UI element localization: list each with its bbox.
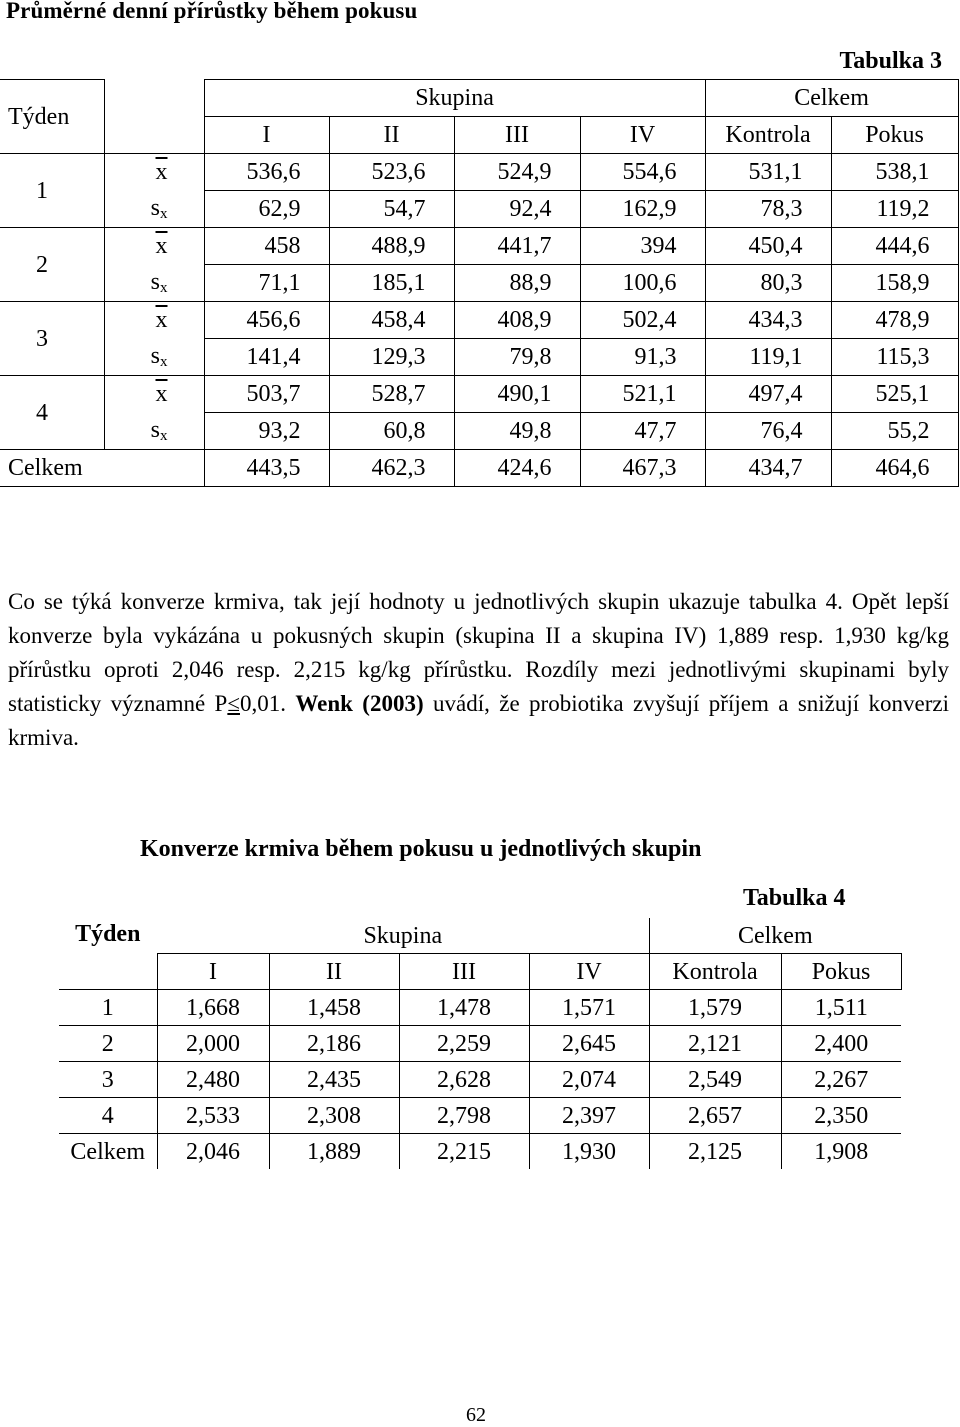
table4-value-cell: 2,549 [649,1062,781,1098]
table3-mean-cell: 497,4 [705,376,831,413]
table3-mean-cell: 408,9 [454,302,580,339]
table4-value-cell: 2,400 [781,1026,901,1062]
page-heading-daily-gains: Průměrné denní přírůstky během pokusu [6,0,418,23]
table4-week-cell: 1 [59,990,157,1026]
table3-total-cell: 467,3 [580,450,705,487]
table3-sd-cell: 141,4 [204,339,329,376]
table4-value-cell: 1,889 [269,1134,399,1170]
table3-sd-cell: 71,1 [204,265,329,302]
table3-week-cell: 3 [0,302,104,376]
table3-mean-cell: 441,7 [454,228,580,265]
table3-mean-cell: 394 [580,228,705,265]
table3-mean-cell: 536,6 [204,154,329,191]
table4-header-week: Týden [75,921,141,947]
table3-sd-cell: 79,8 [454,339,580,376]
table3-sd-cell: 100,6 [580,265,705,302]
table3-sd-cell: 80,3 [705,265,831,302]
table3-sd-label [104,413,204,450]
table4-value-cell: 2,121 [649,1026,781,1062]
mean-symbol: $\overline{x}$ [155,307,168,334]
table4-subheader: Pokus [781,954,901,990]
sd-subscript: x [160,205,168,222]
table3-sd-cell: 91,3 [580,339,705,376]
table3-mean-cell: 523,6 [329,154,454,191]
table3-sd-cell: 92,4 [454,191,580,228]
table4-value-cell: 2,125 [649,1134,781,1170]
table3-sd-label [104,339,204,376]
table3-subheader: Pokus [831,117,958,154]
table4-value-cell: 1,571 [529,990,649,1026]
table3-total-cell: 462,3 [329,450,454,487]
table3-header-skupina: Skupina [204,80,705,117]
table3-mean-cell: 458 [204,228,329,265]
table4-value-cell: 2,350 [781,1098,901,1134]
table3-mean-cell: 554,6 [580,154,705,191]
table4-value-cell: 2,308 [269,1098,399,1134]
table4-value-cell: 1,458 [269,990,399,1026]
table3-subheader: IV [580,117,705,154]
table4-value-cell: 2,000 [157,1026,269,1062]
table3-subheader: Kontrola [705,117,831,154]
table3-sd-label [104,265,204,302]
paragraph-text: uvádí, že probiotika zvyšují příjem a snižují konverzi krmiva. [8,691,949,750]
table4-value-cell: 2,046 [157,1134,269,1170]
table4-subheader: II [269,954,399,990]
table3-mean-cell: 458,4 [329,302,454,339]
table3-mean-cell: 450,4 [705,228,831,265]
table3-mean-cell: 524,9 [454,154,580,191]
table4-value-cell: 2,397 [529,1098,649,1134]
paragraph-text: 0,01. [239,691,296,716]
table4-week-cell: 2 [59,1026,157,1062]
table3-mean-cell: 488,9 [329,228,454,265]
table3-total-cell: 443,5 [204,450,329,487]
sd-symbol: s [150,342,160,369]
table4-value-cell: 1,478 [399,990,529,1026]
sd-symbol: s [150,268,160,295]
mean-symbol: $\overline{x}$ [155,233,168,260]
table3-sd-cell: 119,2 [831,191,958,228]
table4-subheader: III [399,954,529,990]
table4-value-cell: 1,668 [157,990,269,1026]
table3-sd-cell: 115,3 [831,339,958,376]
table3-sd-label [104,191,204,228]
table3-header-celkem: Celkem [705,80,958,117]
sd-subscript: x [160,427,168,444]
table4-week-cell: 3 [59,1062,157,1098]
table3-mean-label [104,376,204,413]
table3-subheader: II [329,117,454,154]
sd-symbol: s [150,416,160,443]
table3-subheader: III [454,117,580,154]
table3-week-cell: 4 [0,376,104,450]
table4-value-cell: 2,628 [399,1062,529,1098]
lte-symbol: ≤ [227,691,240,716]
table4-subheader: Kontrola [649,954,781,990]
table3-mean-cell: 502,4 [580,302,705,339]
table4-week-cell: Celkem [59,1134,157,1170]
table3-mean-label [104,228,204,265]
table3-sd-cell: 129,3 [329,339,454,376]
table3-header-week: Týden [0,80,104,154]
table4-value-cell: 2,533 [157,1098,269,1134]
table4-value-cell: 2,435 [269,1062,399,1098]
mean-symbol: $\overline{x}$ [155,381,168,408]
table3-sd-cell: 49,8 [454,413,580,450]
table3-week-cell: 1 [0,154,104,228]
table3-mean-cell: 521,1 [580,376,705,413]
table3-sd-cell: 78,3 [705,191,831,228]
table3-mean-cell: 444,6 [831,228,958,265]
table3-total-cell: 424,6 [454,450,580,487]
table3-sd-cell: 62,9 [204,191,329,228]
paragraph-text: Co se týká konverze krmiva, tak její hodnoty u jednotlivých skupin ukazuje tabulka 4. Opět lepší konverze byla vykázána u pokusných skupin (skupina II a skupina IV) 1,889 resp. 1,930 kg/kg přírůstku oproti 2,046 resp. 2,215 kg/kg přírůstku. Rozdíly mezi jednotlivými skupinami byly statisticky významné P [8,589,949,716]
table3-sd-cell: 47,7 [580,413,705,450]
table3-total-cell: 464,6 [831,450,958,487]
table4-value-cell: 1,511 [781,990,901,1026]
table4-feed-conversion [59,918,902,1169]
table3-mean-cell: 434,3 [705,302,831,339]
heading-feed-conversion: Konverze krmiva během pokusu u jednotlivých skupin [140,836,702,862]
body-paragraph [8,585,949,755]
table4-value-cell: 2,074 [529,1062,649,1098]
table3-sd-cell: 185,1 [329,265,454,302]
table3-mean-cell: 456,6 [204,302,329,339]
table3-header-empty [104,80,204,154]
table3-mean-cell: 525,1 [831,376,958,413]
table3-sd-cell: 55,2 [831,413,958,450]
table4-value-cell: 2,657 [649,1098,781,1134]
table4-value-cell: 1,579 [649,990,781,1026]
table3-total-label: Celkem [0,450,204,487]
table3-total-cell: 434,7 [705,450,831,487]
table3-mean-cell: 538,1 [831,154,958,191]
table3-sd-cell: 54,7 [329,191,454,228]
table3-mean-cell: 490,1 [454,376,580,413]
table3-sd-cell: 119,1 [705,339,831,376]
table3-mean-cell: 478,9 [831,302,958,339]
table3-daily-gains [0,79,959,487]
table4-value-cell: 2,645 [529,1026,649,1062]
table3-label: Tabulka 3 [839,48,942,74]
table4-value-cell: 1,908 [781,1134,901,1170]
table3-sd-cell: 76,4 [705,413,831,450]
table4-subheader: I [157,954,269,990]
table4-value-cell: 1,930 [529,1134,649,1170]
sd-symbol: s [150,194,160,221]
table4-week-cell: 4 [59,1098,157,1134]
table3-sd-cell: 158,9 [831,265,958,302]
table4-header-celkem: Celkem [649,918,901,954]
table4-header-skupina: Skupina [157,918,649,954]
table3-sd-cell: 60,8 [329,413,454,450]
table4-value-cell: 2,259 [399,1026,529,1062]
table3-mean-cell: 531,1 [705,154,831,191]
table3-mean-cell: 528,7 [329,376,454,413]
sd-subscript: x [160,279,168,296]
table3-sd-cell: 93,2 [204,413,329,450]
table3-sd-cell: 88,9 [454,265,580,302]
table3-mean-cell: 503,7 [204,376,329,413]
table3-week-cell: 2 [0,228,104,302]
sd-subscript: x [160,353,168,370]
table4-value-cell: 2,798 [399,1098,529,1134]
table3-mean-label [104,154,204,191]
mean-symbol: $\overline{x}$ [155,159,168,186]
table4-value-cell: 2,480 [157,1062,269,1098]
page-number: 62 [466,1404,486,1426]
table4-value-cell: 2,186 [269,1026,399,1062]
table4-label: Tabulka 4 [743,885,846,911]
table4-value-cell: 2,215 [399,1134,529,1170]
table3-mean-label [104,302,204,339]
citation-wenk: Wenk (2003) [295,691,424,716]
table4-value-cell: 2,267 [781,1062,901,1098]
table4-subheader: IV [529,954,649,990]
table3-subheader: I [204,117,329,154]
table3-sd-cell: 162,9 [580,191,705,228]
